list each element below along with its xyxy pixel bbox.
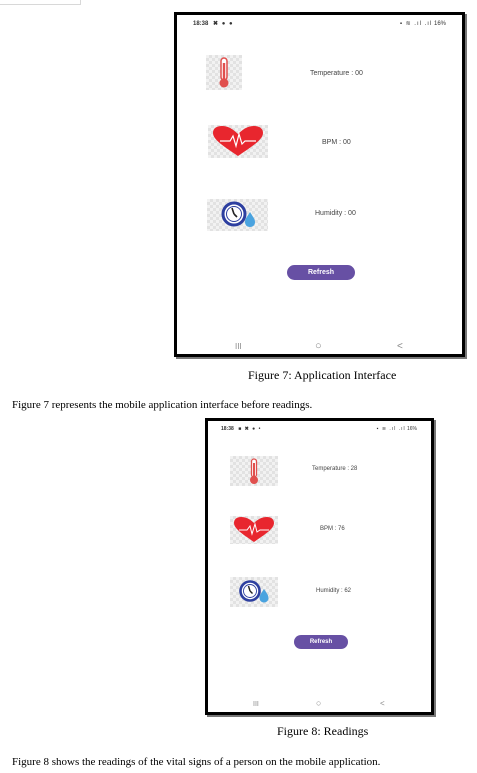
bpm-reading: BPM : 76 [320, 526, 345, 532]
figure7-caption: Figure 7: Application Interface [248, 368, 397, 382]
nav-back-button[interactable]: < [397, 341, 403, 352]
status-time: 18:38 [221, 426, 234, 432]
figure7-phone-screenshot [174, 12, 465, 357]
temperature-reading: Temperature : 00 [310, 70, 363, 77]
thermometer-icon [230, 456, 278, 486]
page-top-fragment [0, 0, 81, 5]
figure8-phone-screenshot [205, 418, 434, 715]
refresh-button[interactable]: Refresh [294, 635, 348, 649]
humidity-reading: Humidity : 00 [315, 210, 356, 217]
nav-back-button[interactable]: < [380, 699, 385, 708]
humidity-gauge-icon [230, 577, 278, 607]
nav-home-button[interactable]: ○ [315, 340, 322, 352]
temperature-reading: Temperature : 28 [312, 466, 358, 472]
status-signal-icons: ▪ ≋ .ıl .ıl [376, 426, 406, 432]
figure7-description: Figure 7 represents the mobile application interface before readings. [12, 399, 313, 411]
heart-pulse-icon [230, 516, 278, 544]
thermometer-icon [206, 55, 242, 90]
status-notification-icons: ✖ ● ● [213, 21, 234, 27]
humidity-reading: Humidity : 62 [316, 588, 352, 594]
bpm-reading: BPM : 00 [322, 139, 351, 146]
status-time: 18:38 [193, 21, 209, 27]
status-battery: 16% [406, 426, 417, 432]
nav-recent-apps-button[interactable]: III [235, 342, 242, 351]
status-signal-icons: ▪ ≋ .ıl .ıl [399, 21, 433, 27]
refresh-button[interactable]: Refresh [287, 265, 355, 280]
nav-home-button[interactable]: ○ [316, 698, 322, 708]
figure8-description: Figure 8 shows the readings of the vital signs of a person on the mobile application. [12, 756, 381, 768]
nav-recent-apps-button[interactable]: III [253, 701, 259, 708]
figure8-caption: Figure 8: Readings [277, 724, 369, 738]
humidity-gauge-icon [207, 199, 268, 231]
status-battery: 16% [433, 21, 446, 27]
heart-pulse-icon [208, 125, 268, 158]
status-notification-icons: ■ ✖ ● • [238, 426, 262, 432]
